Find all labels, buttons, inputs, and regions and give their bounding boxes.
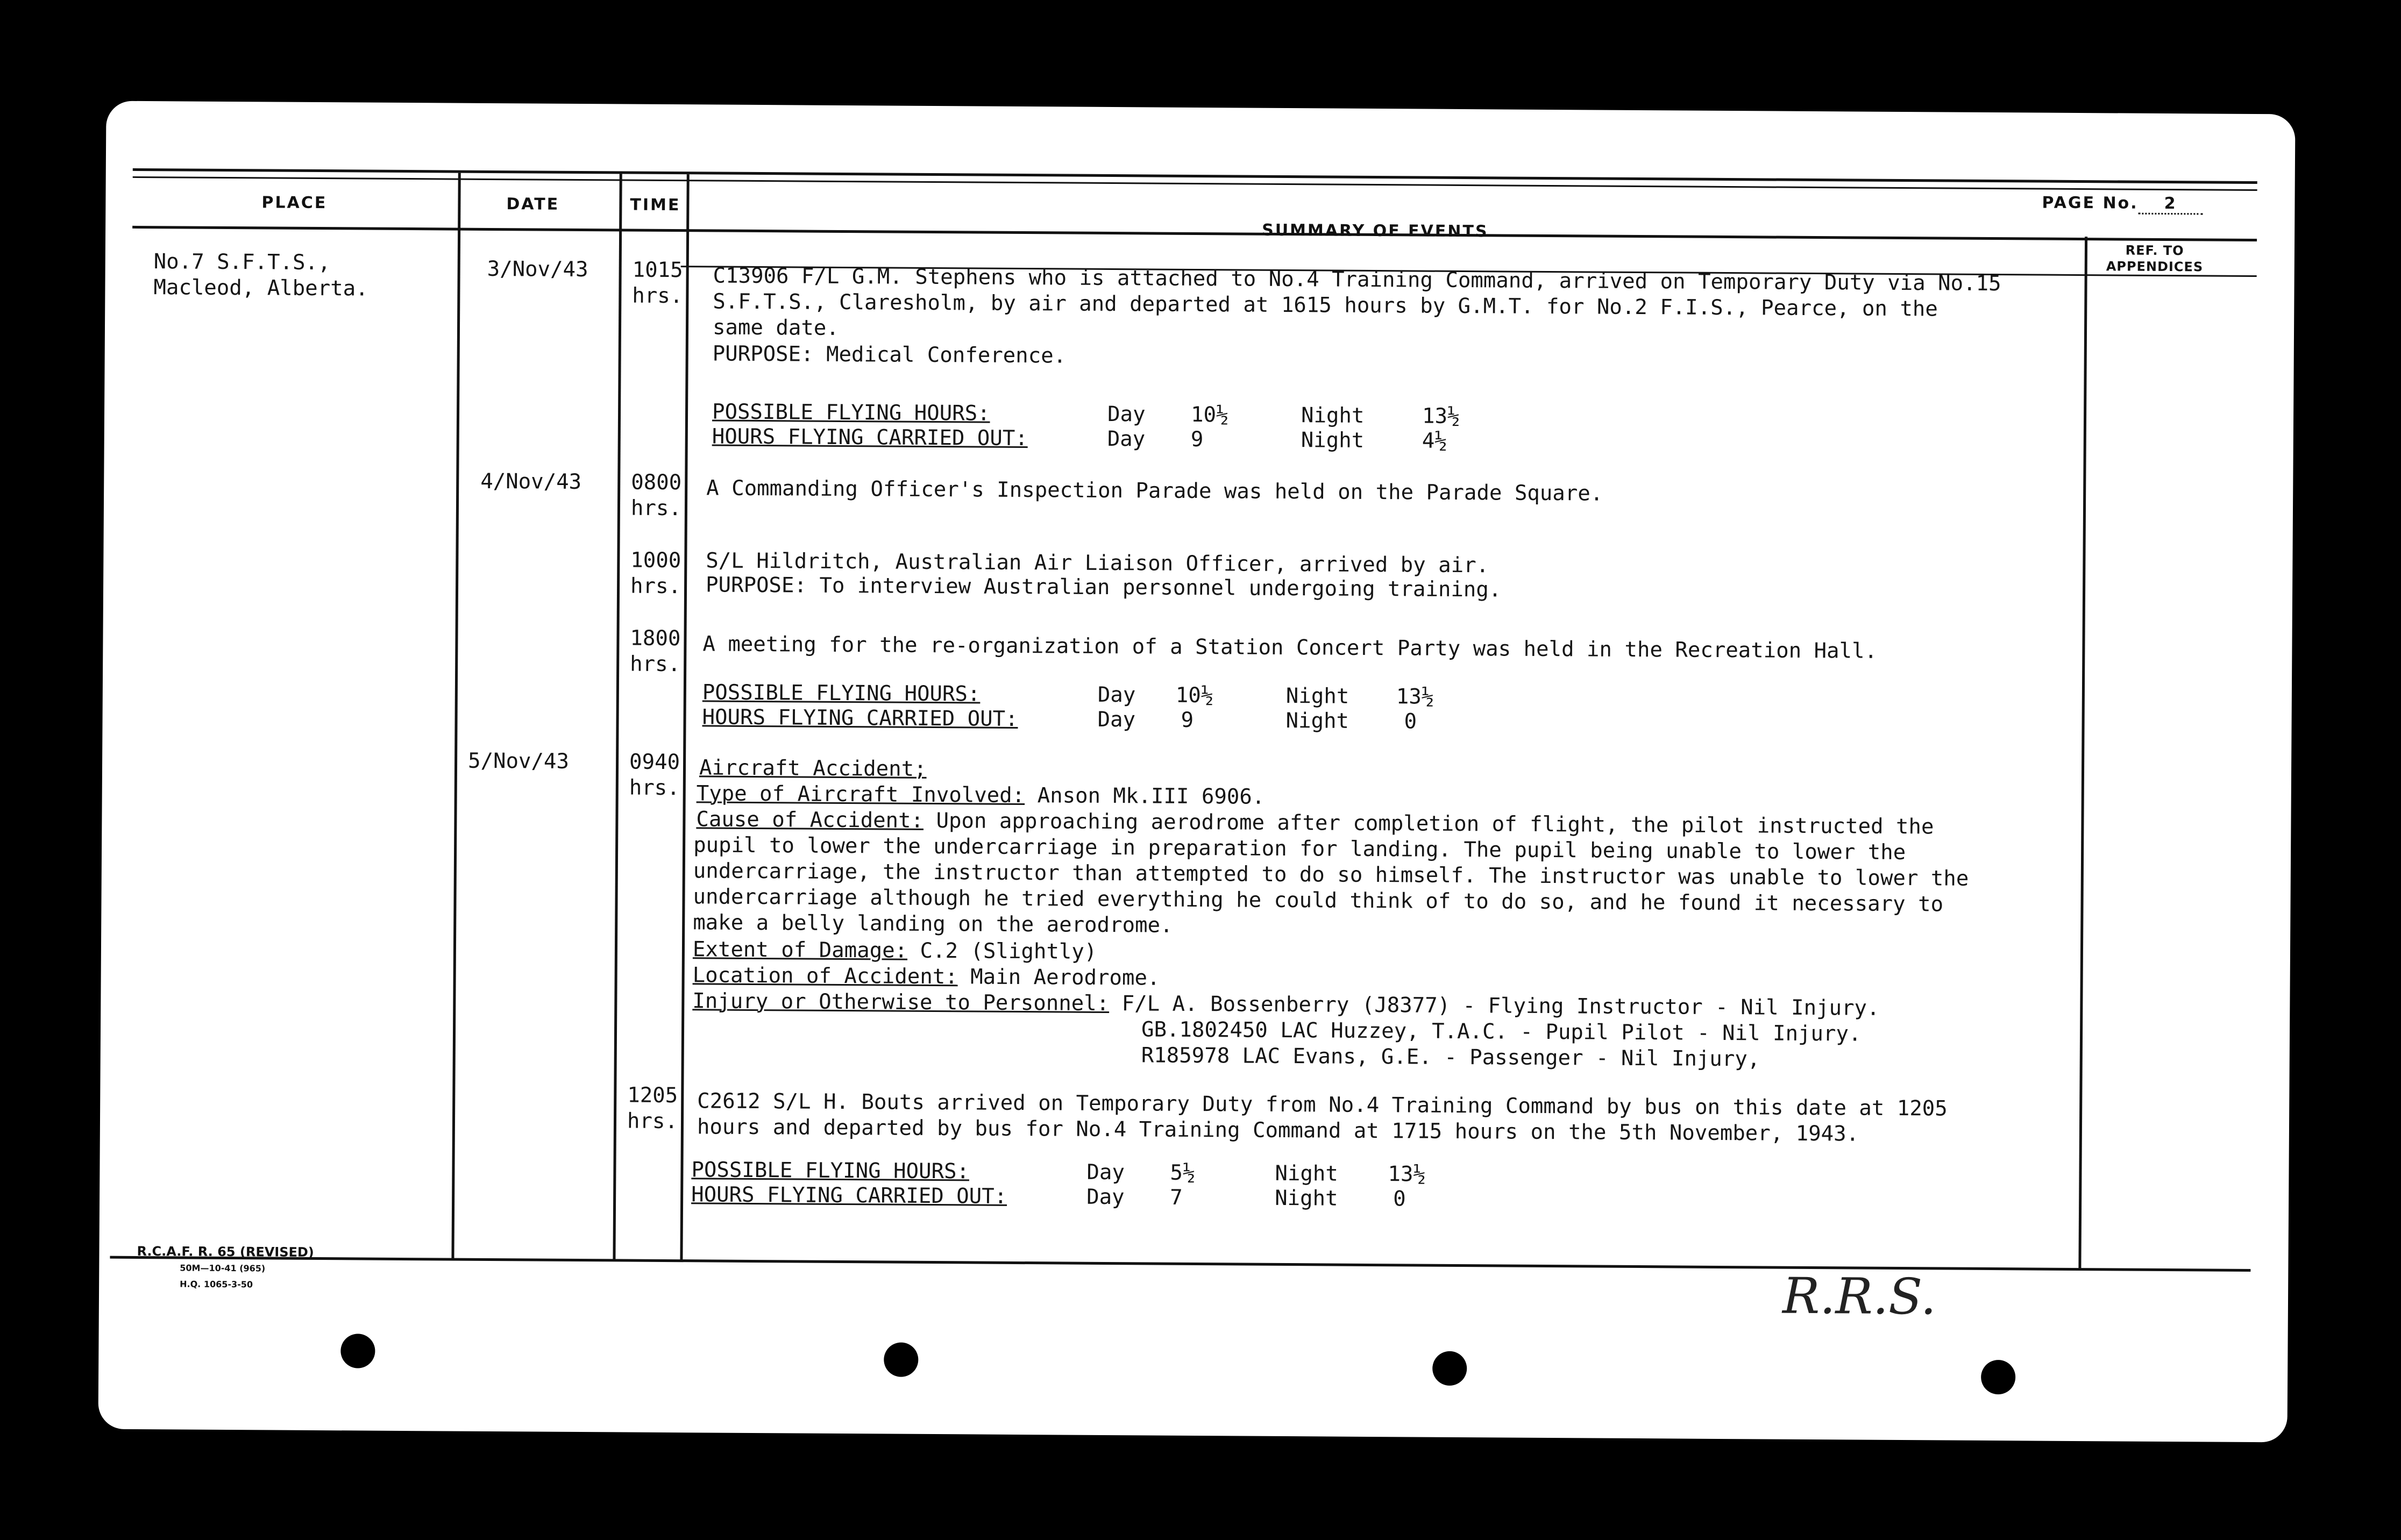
carried-out-label-1: HOURS FLYING CARRIED OUT: — [712, 424, 1028, 451]
carried-out-label-3: HOURS FLYING CARRIED OUT: — [691, 1182, 1007, 1209]
punch-hole-4 — [1981, 1360, 2015, 1394]
header-rule — [132, 226, 2257, 241]
cause-continuation: pupil to lower the undercarriage in preparation for landing. The pupil being unable to lower the undercarriage, the instructor than attempted to do so himself. The instructor was unable to lower the undercarriage although he tried everything he could think of to do so, and he found it necessary to make a belly landing on the aerodrome. — [693, 833, 1969, 938]
time-0940: 0940 hrs. — [629, 750, 680, 801]
punch-hole-3 — [1432, 1351, 1467, 1386]
injury-3: R185978 LAC Evans, G.E. - Passenger - Nil Injury, — [1141, 1043, 1760, 1072]
day-label-2a: Day — [1097, 682, 1136, 708]
day-label-1a: Day — [1107, 402, 1146, 427]
time-1800: 1800 hrs. — [630, 626, 681, 677]
night-label-1a: Night — [1301, 403, 1365, 428]
possible-night-2: 13½ — [1396, 685, 1434, 709]
form-number: R.C.A.F. R. 65 (REVISED) — [137, 1243, 314, 1260]
location-label: Location of Accident: — [692, 963, 958, 989]
top-rule-1 — [133, 168, 2257, 184]
page-label: PAGE No. — [2042, 193, 2139, 213]
accident-title: Aircraft Accident; — [699, 755, 927, 781]
night-label-2b: Night — [1285, 709, 1349, 733]
cause-label: Cause of Accident: — [696, 807, 924, 833]
carried-day-3: 7 — [1170, 1185, 1183, 1210]
form-print-code: 50M—10-41 (965) — [180, 1263, 266, 1274]
possible-day-2: 10½ — [1175, 683, 1214, 708]
possible-flying-label-2: POSSIBLE FLYING HOURS: — [702, 680, 981, 707]
carried-night-3: 0 — [1393, 1187, 1406, 1211]
header-summary: SUMMARY OF EVENTS — [1262, 220, 1489, 241]
damage-value: C.2 (Slightly) — [907, 938, 1097, 964]
signature: R.R.S. — [1782, 1267, 1937, 1326]
col-line-place — [451, 173, 460, 1259]
aircraft-type-line — [697, 781, 1265, 810]
entry-0800-text: A Commanding Officer's Inspection Parade was held on the Parade Square. — [706, 476, 1603, 506]
entry-1800-text: A meeting for the re-organization of a Station Concert Party was held in the Recreation Hall. — [702, 632, 1878, 664]
possible-day-1: 10½ — [1190, 402, 1229, 427]
aircraft-type-label: Type of Aircraft Involved: — [696, 781, 1025, 808]
day-label-1b: Day — [1107, 426, 1146, 452]
injury-line — [692, 988, 1879, 1021]
header-place: PLACE — [261, 193, 328, 213]
location-line — [693, 962, 1160, 991]
carried-day-2: 9 — [1181, 708, 1194, 732]
header-time: TIME — [630, 195, 681, 215]
cause-value: Upon approaching aerodrome after completion of flight, the pilot instructed the — [923, 808, 1934, 839]
date-3-nov: 3/Nov/43 — [487, 256, 588, 282]
page-number: 2 — [2139, 194, 2203, 215]
possible-flying-label-3: POSSIBLE FLYING HOURS: — [691, 1158, 970, 1184]
header-page — [2042, 194, 2203, 215]
entry-1015-purpose: PURPOSE: Medical Conference. — [712, 341, 1067, 368]
time-1000: 1000 hrs. — [630, 548, 681, 599]
col-line-summary — [2078, 237, 2087, 1269]
night-label-3b: Night — [1275, 1186, 1338, 1211]
location-value: Main Aerodrome. — [957, 965, 1160, 990]
time-0800: 0800 hrs. — [630, 470, 682, 521]
form-hq-code: H.Q. 1065-3-50 — [180, 1279, 253, 1290]
header-ref-appendices: REF. TO APPENDICES — [2106, 243, 2204, 275]
day-label-2b: Day — [1097, 707, 1136, 732]
day-label-3a: Day — [1086, 1160, 1125, 1185]
punch-hole-2 — [884, 1342, 918, 1377]
punch-hole-1 — [340, 1334, 375, 1368]
top-rule-2 — [133, 176, 2257, 191]
damage-label: Extent of Damage: — [692, 937, 908, 963]
header-date: DATE — [506, 195, 560, 214]
date-4-nov: 4/Nov/43 — [480, 469, 582, 495]
night-label-3a: Night — [1275, 1161, 1338, 1186]
aircraft-type-value: Anson Mk.III 6906. — [1025, 783, 1265, 809]
damage-line — [693, 937, 1097, 965]
entry-1000-purpose: PURPOSE: To interview Australian personnel undergoing training. — [705, 573, 1502, 602]
col-line-time — [680, 174, 689, 1260]
night-label-1b: Night — [1301, 428, 1365, 453]
injury-label: Injury or Otherwise to Personnel: — [692, 989, 1110, 1016]
day-label-3b: Day — [1086, 1185, 1125, 1210]
date-5-nov: 5/Nov/43 — [467, 748, 570, 774]
night-label-2a: Night — [1285, 684, 1349, 709]
entry-1205-text: C2612 S/L H. Bouts arrived on Temporary Duty from No.4 Training Command by bus on this date at 1205 hours and departed by bus for No.4 Training Command at 1715 hours on the 5th November, 1943. — [697, 1089, 1948, 1146]
carried-night-1: 4½ — [1422, 429, 1447, 453]
entry-1015-text: C13906 F/L G.M. Stephens who is attached to No.4 Training Command, arrived on Temporary Duty via No.15 S.F.T.S., Claresholm, by air and departed at 1615 hours by G.M.T. for No.2 F.I.S., Pearce, on the same date. — [712, 263, 2001, 340]
diary-card — [98, 101, 2295, 1443]
injury-2: GB.1802450 LAC Huzzey, T.A.C. - Pupil Pilot - Nil Injury. — [1141, 1017, 1862, 1046]
carried-day-1: 9 — [1190, 427, 1204, 452]
entry-1000-text: S/L Hildritch, Australian Air Liaison Officer, arrived by air. — [706, 548, 1489, 578]
possible-flying-label-1: POSSIBLE FLYING HOURS: — [712, 400, 990, 426]
injury-1: F/L A. Bossenberry (J8377) - Flying Instructor - Nil Injury. — [1109, 992, 1880, 1021]
carried-night-2: 0 — [1404, 709, 1417, 734]
time-1015: 1015 hrs. — [632, 258, 683, 309]
time-1205: 1205 hrs. — [627, 1083, 678, 1134]
col-line-date — [613, 174, 622, 1260]
possible-day-3: 5½ — [1170, 1160, 1196, 1185]
carried-out-label-2: HOURS FLYING CARRIED OUT: — [702, 705, 1018, 731]
place-text: No.7 S.F.T.S., Macleod, Alberta. — [153, 249, 368, 301]
possible-night-3: 13½ — [1388, 1162, 1426, 1187]
possible-night-1: 13½ — [1422, 404, 1460, 429]
